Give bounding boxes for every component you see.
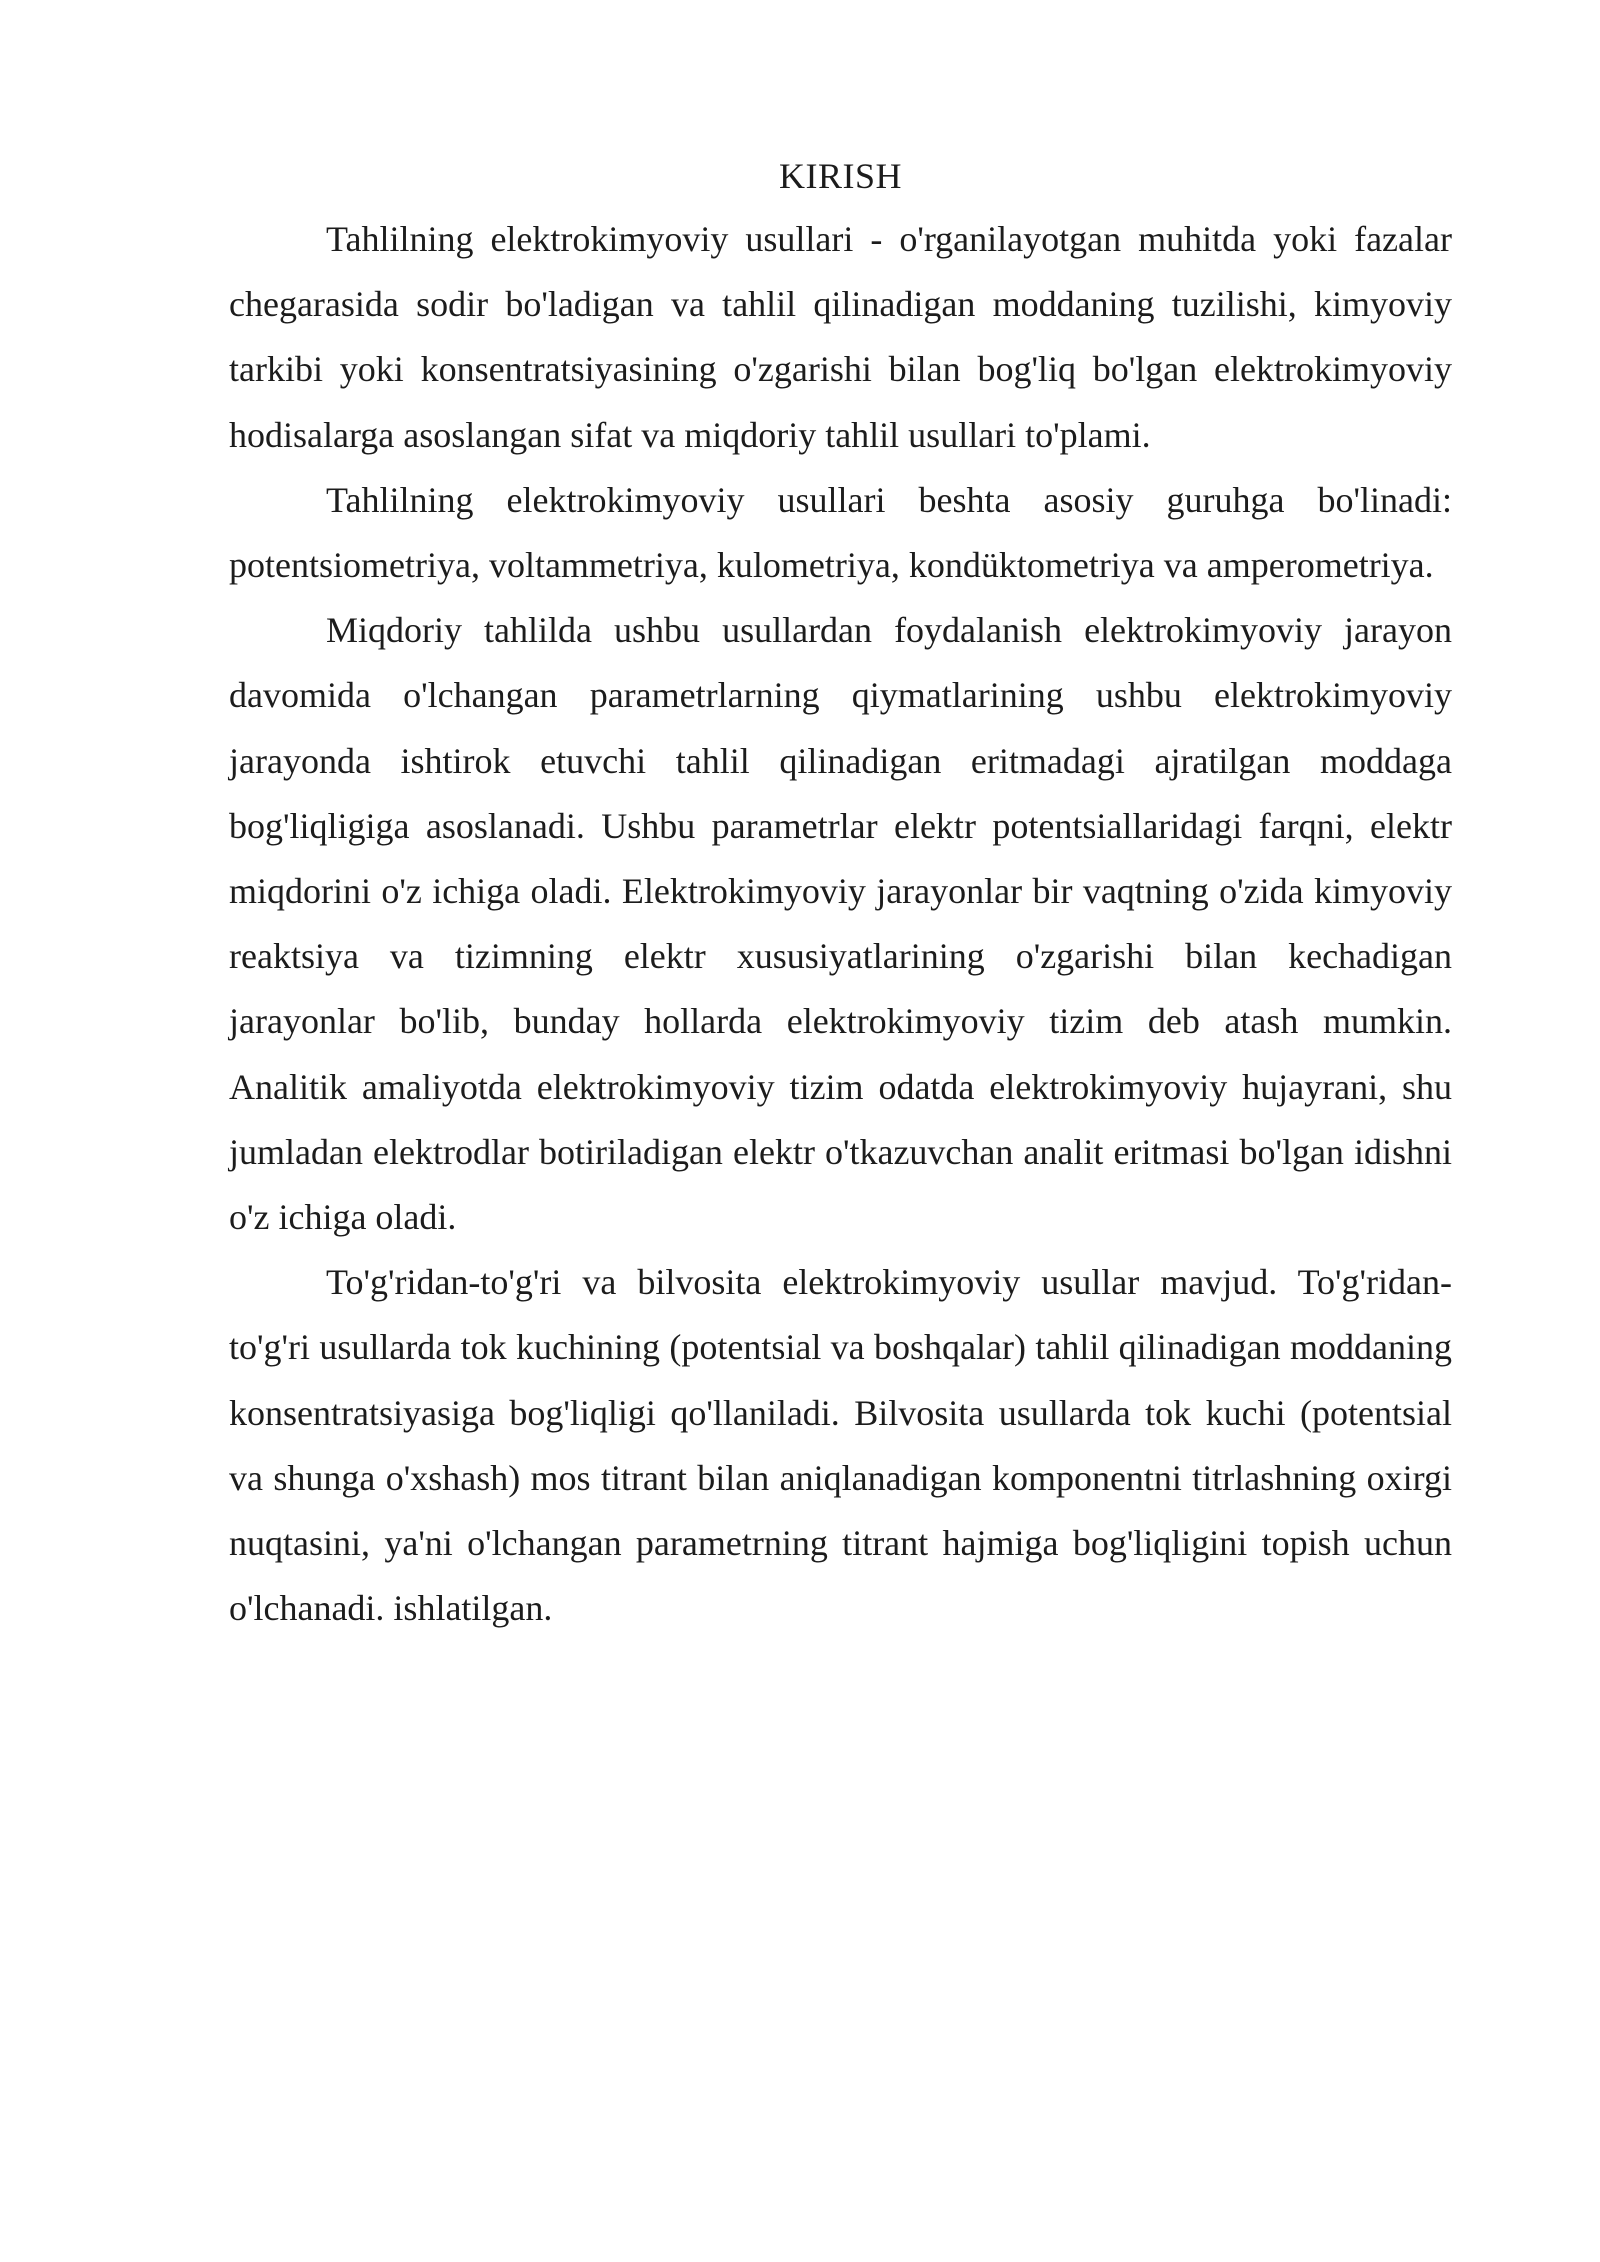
document-body	[229, 145, 1452, 1641]
paragraph-1: Tahlilning elektrokimyoviy usullari - o'rganilayotgan muhitda yoki fazalar chegarasida sodir bo'ladigan va tahlil qilinadigan moddaning tuzilishi, kimyoviy tarkibi yoki konsentratsiyasining o'zgarishi bilan bog'liq bo'lgan elektrokimyoviy hodisalarga asoslangan sifat va miqdoriy tahlil usullari to'plami.	[229, 219, 1452, 455]
paragraph-4: To'g'ridan-to'g'ri va bilvosita elektrokimyoviy usullar mavjud. To'g'ridan-to'g'ri usullarda tok kuchining (potentsial va boshqalar) tahlil qilinadigan moddaning konsentratsiyasiga bog'liqligi qo'llaniladi. Bilvosita usullarda tok kuchi (potentsial va shunga o'xshash) mos titrant bilan aniqlanadigan komponentni titrlashning oxirgi nuqtasini, ya'ni o'lchangan parametrning titrant hajmiga bog'liqligini topish uchun o'lchanadi. ishlatilgan.	[229, 1262, 1452, 1629]
paragraph-3: Miqdoriy tahlilda ushbu usullardan foydalanish elektrokimyoviy jarayon davomida o'lchangan parametrlarning qiymatlarining ushbu elektrokimyoviy jarayonda ishtirok etuvchi tahlil qilinadigan eritmadagi ajratilgan moddaga bog'liqligiga asoslanadi. Ushbu parametrlar elektr potentsiallaridagi farqni, elektr miqdorini o'z ichiga oladi. Elektrokimyoviy jarayonlar bir vaqtning o'zida kimyoviy reaktsiya va tizimning elektr xususiyatlarining o'zgarishi bilan kechadigan jarayonlar bo'lib, bunday hollarda elektrokimyoviy tizim deb atash mumkin. Analitik amaliyotda elektrokimyoviy tizim odatda elektrokimyoviy hujayrani, shu jumladan elektrodlar botiriladigan elektr o'tkazuvchan analit eritmasi bo'lgan idishni o'z ichiga oladi.	[229, 610, 1452, 1238]
paragraph-2: Tahlilning elektrokimyoviy usullari beshta asosiy guruhga bo'linadi: potentsiometriya, voltammetriya, kulometriya, kondüktometriya va amperometriya.	[229, 479, 1452, 586]
page-title: KIRISH	[778, 156, 902, 196]
